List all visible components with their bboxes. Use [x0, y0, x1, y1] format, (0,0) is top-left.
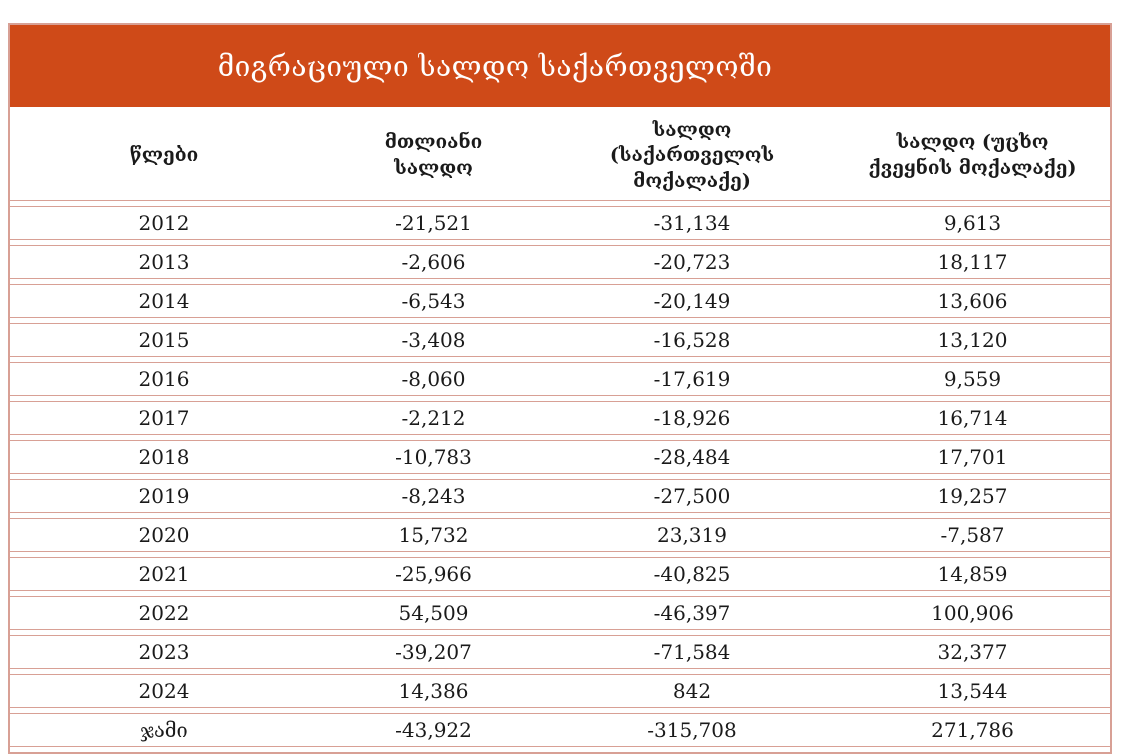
year-cell: 2012	[10, 206, 318, 240]
year-cell: 2022	[10, 596, 318, 630]
value-cell: 18,117	[835, 245, 1110, 279]
value-cell: -17,619	[549, 362, 835, 396]
year-cell: 2015	[10, 323, 318, 357]
table-row	[10, 206, 1110, 240]
value-cell: 14,386	[318, 674, 549, 708]
year-cell: 2014	[10, 284, 318, 318]
migration-balance-table	[8, 23, 1112, 754]
value-cell: -46,397	[549, 596, 835, 630]
table-title: მიგრაციული სალდო საქართველოში	[217, 49, 773, 83]
value-cell: -20,149	[549, 284, 835, 318]
value-cell: 13,120	[835, 323, 1110, 357]
value-cell: 54,509	[318, 596, 549, 630]
value-cell: -2,606	[318, 245, 549, 279]
value-cell: 32,377	[835, 635, 1110, 669]
year-cell: 2013	[10, 245, 318, 279]
data-table	[10, 107, 1110, 752]
column-header-total-balance: მთლიანი სალდო	[318, 112, 549, 201]
value-cell: 13,544	[835, 674, 1110, 708]
table-row	[10, 323, 1110, 357]
year-cell: 2019	[10, 479, 318, 513]
year-cell: 2024	[10, 674, 318, 708]
table-row	[10, 557, 1110, 591]
value-cell: 9,559	[835, 362, 1110, 396]
value-cell: -27,500	[549, 479, 835, 513]
table-row	[10, 401, 1110, 435]
value-cell: 842	[549, 674, 835, 708]
value-cell: -21,521	[318, 206, 549, 240]
table-title-bar	[10, 25, 1110, 107]
total-label: ჯამი	[10, 713, 318, 747]
year-cell: 2020	[10, 518, 318, 552]
value-cell: 17,701	[835, 440, 1110, 474]
year-cell: 2023	[10, 635, 318, 669]
table-row	[10, 518, 1110, 552]
value-cell: 271,786	[835, 713, 1110, 747]
value-cell: -16,528	[549, 323, 835, 357]
value-cell: -18,926	[549, 401, 835, 435]
year-cell: 2018	[10, 440, 318, 474]
value-cell: -6,543	[318, 284, 549, 318]
table-row	[10, 245, 1110, 279]
value-cell: 16,714	[835, 401, 1110, 435]
value-cell: -8,243	[318, 479, 549, 513]
table-body	[10, 206, 1110, 747]
value-cell: 23,319	[549, 518, 835, 552]
header-row	[10, 112, 1110, 201]
table-row	[10, 440, 1110, 474]
value-cell: -71,584	[549, 635, 835, 669]
value-cell: -3,408	[318, 323, 549, 357]
value-cell: -315,708	[549, 713, 835, 747]
column-header-georgian-citizens: სალდო (საქართველოს მოქალაქე)	[549, 112, 835, 201]
value-cell: 14,859	[835, 557, 1110, 591]
value-cell: -28,484	[549, 440, 835, 474]
total-row	[10, 713, 1110, 747]
value-cell: -7,587	[835, 518, 1110, 552]
value-cell: 100,906	[835, 596, 1110, 630]
table-row	[10, 674, 1110, 708]
value-cell: 15,732	[318, 518, 549, 552]
year-cell: 2016	[10, 362, 318, 396]
value-cell: -40,825	[549, 557, 835, 591]
value-cell: -20,723	[549, 245, 835, 279]
value-cell: -43,922	[318, 713, 549, 747]
value-cell: -2,212	[318, 401, 549, 435]
value-cell: -10,783	[318, 440, 549, 474]
value-cell: -39,207	[318, 635, 549, 669]
column-header-years: წლები	[10, 112, 318, 201]
value-cell: -31,134	[549, 206, 835, 240]
year-cell: 2017	[10, 401, 318, 435]
table-row	[10, 284, 1110, 318]
table-row	[10, 362, 1110, 396]
table-row	[10, 479, 1110, 513]
value-cell: -8,060	[318, 362, 549, 396]
value-cell: 13,606	[835, 284, 1110, 318]
value-cell: 9,613	[835, 206, 1110, 240]
column-header-foreign-citizens: სალდო (უცხო ქვეყნის მოქალაქე)	[835, 112, 1110, 201]
value-cell: -25,966	[318, 557, 549, 591]
year-cell: 2021	[10, 557, 318, 591]
value-cell: 19,257	[835, 479, 1110, 513]
table-row	[10, 596, 1110, 630]
table-row	[10, 635, 1110, 669]
